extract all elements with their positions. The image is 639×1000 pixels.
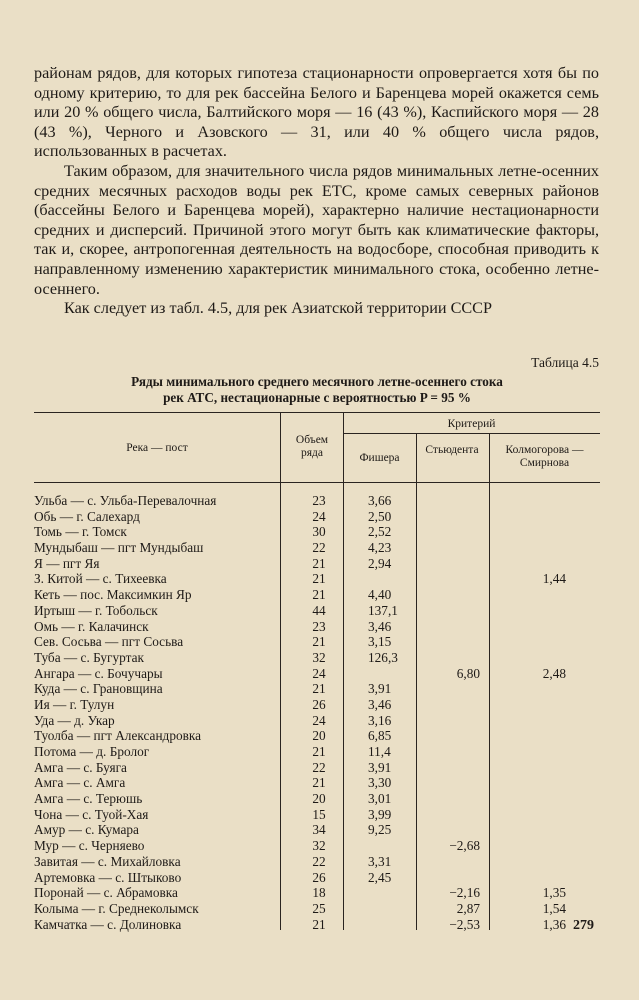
cell-kolmogorov: 1,54	[542, 900, 566, 916]
cell-volume: 20	[312, 728, 326, 744]
paragraph-2: Таким образом, для значительного числа рядов минимальных летне-осенних средних месячных расходов воды рек ЕТС, кроме самых северных районов (бассейны Белого и Баренцева морей), характерно наличие нестационарности средних и дисперсий. Причиной этого могут быть как климатические факторы, так и, скорее, антропогенная деятельность на водосборе, способная приводить к направленному изменению характеристик минимального стока, особенно летне-осеннего.	[34, 161, 599, 298]
table-row	[34, 901, 600, 917]
cell-kolmogorov: 1,36	[542, 916, 566, 932]
cell-river: Я — пгт Яя	[34, 555, 100, 571]
table-row	[34, 728, 600, 744]
table-row	[34, 807, 600, 823]
cell-volume: 15	[312, 806, 326, 822]
paragraph-1: районам рядов, для которых гипотеза стационарности опровергается хотя бы по одному критерию, то для рек бассейна Белого и Баренцева морей окажется семь или 20 % общего числа, Балтийского моря — 16 (43 %), Каспийского моря — 28 (43 %), Черного и Азовского — 31, или 40 % общего числа рядов, использованных в расчетах.	[34, 64, 599, 161]
cell-river: Кеть — пос. Максимкин Яр	[34, 587, 192, 603]
cell-volume: 22	[312, 759, 326, 775]
cell-fisher: 4,40	[368, 587, 392, 603]
cell-river: Туолба — пгт Александровка	[34, 728, 202, 744]
cell-volume: 20	[312, 791, 326, 807]
cell-river: Омь — г. Калачинск	[34, 618, 149, 634]
cell-river: Ангара — с. Бочучары	[34, 665, 163, 681]
table-row	[34, 854, 600, 870]
cell-volume: 30	[312, 524, 326, 540]
cell-kolmogorov: 1,44	[542, 571, 566, 587]
cell-river: Томь — г. Томск	[34, 524, 127, 540]
cell-river: Туба — с. Бугуртак	[34, 649, 144, 665]
cell-river: Чона — с. Туой-Хая	[34, 806, 149, 822]
table-title-line-1: Ряды минимального среднего месячного летне-осеннего стока	[131, 374, 503, 389]
body-text	[34, 64, 599, 319]
cell-fisher: 3,01	[368, 791, 392, 807]
cell-fisher: 3,99	[368, 806, 392, 822]
table-row	[34, 587, 600, 603]
cell-river: Обь — г. Салехард	[34, 508, 140, 524]
table-row	[34, 917, 600, 933]
table-row	[34, 791, 600, 807]
criterion-rule	[343, 433, 600, 434]
table-row	[34, 666, 600, 682]
cell-river: Поронай — с. Абрамовка	[34, 885, 178, 901]
cell-volume: 21	[312, 775, 326, 791]
cell-student: −2,68	[449, 838, 480, 854]
cell-river: Мундыбаш — пгт Мундыбаш	[34, 540, 204, 556]
table-row	[34, 697, 600, 713]
cell-river: Мур — с. Черняево	[34, 838, 145, 854]
table-row	[34, 744, 600, 760]
cell-fisher: 3,31	[368, 853, 392, 869]
cell-fisher: 2,50	[368, 508, 392, 524]
header-kolmogorov: Колмогорова — Смирнова	[505, 444, 584, 469]
table-row	[34, 760, 600, 776]
table-row	[34, 509, 600, 525]
cell-fisher: 126,3	[368, 649, 398, 665]
paragraph-3: Как следует из табл. 4.5, для рек Азиатской территории СССР	[64, 299, 492, 318]
cell-fisher: 2,52	[368, 524, 392, 540]
cell-river: Амур — с. Кумара	[34, 822, 139, 838]
cell-fisher: 3,66	[368, 493, 392, 508]
cell-river: Артемовка — с. Штыково	[34, 869, 182, 885]
cell-river: Куда — с. Грановщина	[34, 681, 163, 697]
cell-river: З. Китой — с. Тихеевка	[34, 571, 167, 587]
cell-river: Иртыш — г. Тобольск	[34, 602, 158, 618]
cell-volume: 18	[312, 885, 326, 901]
cell-student: 2,87	[456, 900, 480, 916]
cell-fisher: 11,4	[368, 744, 391, 759]
table-row	[34, 603, 600, 619]
header-river: Река — пост	[126, 442, 188, 454]
table-row	[34, 571, 600, 587]
header-volume: Объем ряда	[295, 434, 329, 459]
table-row	[34, 838, 600, 854]
cell-river: Камчатка — с. Долиновка	[34, 916, 182, 932]
cell-volume: 21	[312, 916, 326, 932]
cell-volume: 21	[312, 744, 326, 759]
cell-fisher: 2,45	[368, 869, 392, 885]
cell-river: Сев. Сосьва — пгт Сосьва	[34, 634, 184, 650]
cell-fisher: 3,46	[368, 696, 392, 712]
cell-fisher: 6,85	[368, 728, 392, 744]
cell-volume: 32	[312, 838, 326, 854]
cell-river: Ульба — с. Ульба-Перевалочная	[34, 493, 217, 508]
cell-volume: 21	[312, 555, 326, 571]
table-row	[34, 556, 600, 572]
table-row	[34, 524, 600, 540]
cell-river: Амга — с. Терюшь	[34, 791, 143, 807]
cell-volume: 21	[312, 634, 326, 650]
table-title	[34, 374, 600, 406]
cell-volume: 24	[312, 508, 326, 524]
cell-fisher: 3,16	[368, 712, 392, 728]
cell-volume: 22	[312, 540, 326, 556]
cell-volume: 44	[312, 602, 326, 618]
cell-fisher: 4,23	[368, 540, 392, 556]
cell-river: Уда — д. Укар	[34, 712, 115, 728]
cell-volume: 23	[312, 493, 326, 508]
cell-volume: 24	[312, 665, 326, 681]
cell-river: Ия — г. Тулун	[34, 696, 115, 712]
table-row	[34, 775, 600, 791]
cell-fisher: 9,25	[368, 822, 392, 838]
cell-fisher: 137,1	[368, 602, 398, 618]
header-fisher: Фишера	[359, 452, 400, 464]
cell-river: Амга — с. Амга	[34, 775, 126, 791]
cell-volume: 24	[312, 712, 326, 728]
cell-fisher: 3,15	[368, 634, 392, 650]
cell-volume: 21	[312, 681, 326, 697]
table-row	[34, 885, 600, 901]
cell-volume: 23	[312, 618, 326, 634]
cell-river: Потома — д. Бролог	[34, 744, 150, 759]
table-label: Таблица 4.5	[531, 355, 599, 370]
cell-fisher: 3,91	[368, 759, 392, 775]
cell-river: Колыма — г. Среднеколымск	[34, 900, 199, 916]
table-row	[34, 681, 600, 697]
cell-student: 6,80	[456, 665, 480, 681]
cell-student: −2,53	[449, 916, 480, 932]
header-criterion: Критерий	[447, 418, 496, 430]
cell-river: Завитая — с. Михайловка	[34, 853, 181, 869]
cell-volume: 34	[312, 822, 326, 838]
table-row	[34, 822, 600, 838]
cell-student: −2,16	[449, 885, 480, 901]
table-row	[34, 540, 600, 556]
cell-kolmogorov: 2,48	[542, 665, 566, 681]
cell-fisher: 3,46	[368, 618, 392, 634]
cell-fisher: 3,91	[368, 681, 392, 697]
cell-volume: 26	[312, 696, 326, 712]
table-top-rule	[34, 412, 600, 413]
cell-volume: 22	[312, 853, 326, 869]
table-row	[34, 493, 600, 509]
cell-river: Амга — с. Буяга	[34, 759, 127, 775]
cell-volume: 32	[312, 649, 326, 665]
cell-kolmogorov: 1,35	[542, 885, 566, 901]
cell-volume: 26	[312, 869, 326, 885]
cell-volume: 25	[312, 900, 326, 916]
cell-fisher: 2,94	[368, 555, 392, 571]
table-row	[34, 870, 600, 886]
header-student: Стьюдента	[425, 444, 479, 456]
table-title-line-2: рек АТС, нестационарные с вероятностью P = 95 %	[163, 390, 471, 405]
cell-volume: 21	[312, 587, 326, 603]
cell-volume: 21	[312, 571, 326, 587]
table-body	[34, 493, 600, 932]
table-row	[34, 650, 600, 666]
table-row	[34, 619, 600, 635]
table-row	[34, 634, 600, 650]
cell-fisher: 3,30	[368, 775, 392, 791]
table-row	[34, 713, 600, 729]
header-bottom-rule	[34, 482, 600, 483]
page-number: 279	[573, 918, 594, 933]
